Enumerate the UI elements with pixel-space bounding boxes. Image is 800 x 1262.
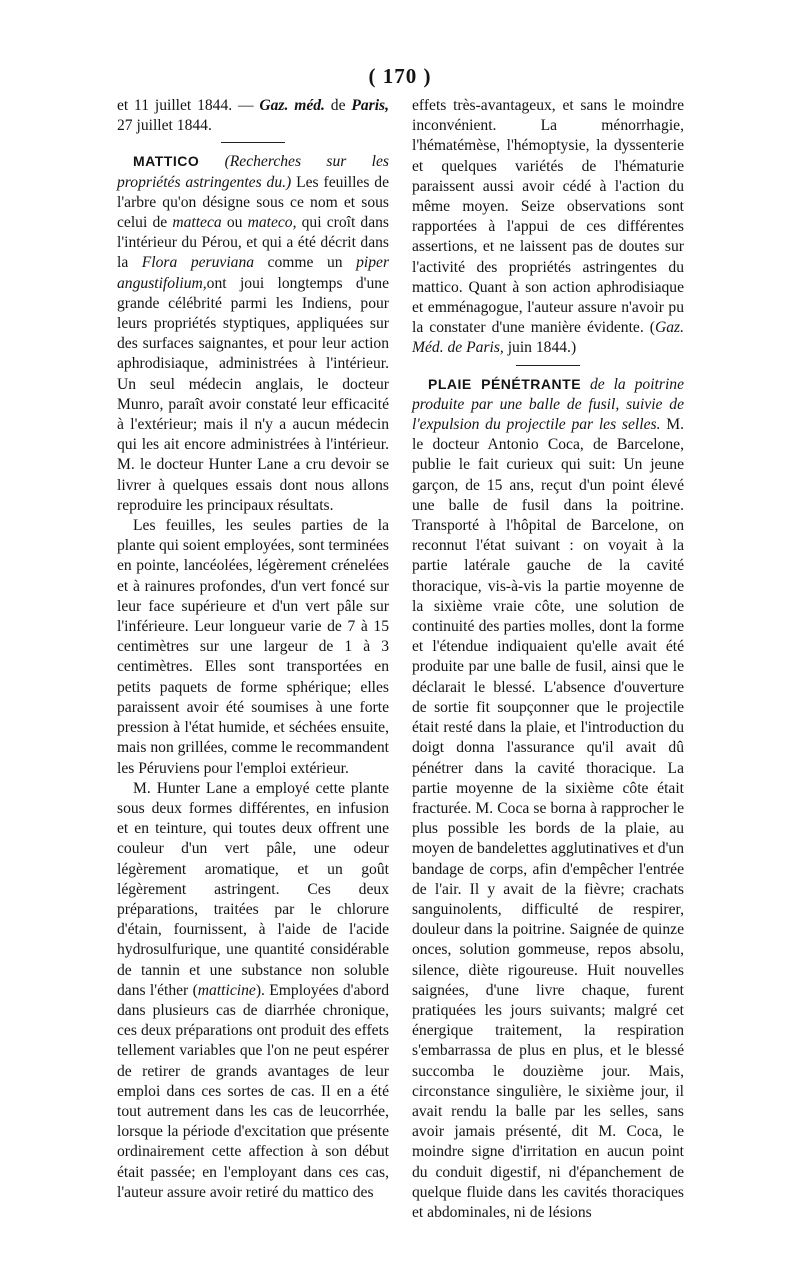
plaie-article	[412, 374, 684, 1224]
plaie-text: M. le docteur Antonio Coca, de Barcelone, publie le fait curieux qui suit: Un jeune garçon, de 15 ans, reçut d'un point élevé une balle de fusil dans la poitrine. Transporté à l'hôpital de Barcelone, on reconnut l'état suivant : on voyait à la partie latérale gauche de la cavité thoracique, vis-à-vis la partie moyenne de la sixième vraie côte, une solution de continuité des parties molles, dont la forme et l'étendue indiquaient qu'elle avait été produite par une balle de fusil, ainsi que le déclarait le blessé. L'absence d'ouverture de sortie fit soupçonner que le projectile était resté dans la plaie, et l'introduction du doigt donna l'assurance qu'il avait dû pénétrer dans la cavité thoracique. La partie moyenne de la sixième côte était fracturée. M. Coca se borna à rapprocher le plus possible les bords de la plaie, au moyen de bandelettes agglutinatives et d'un bandage de corps, afin d'empêcher l'entrée de l'air. Il y avait de la fièvre; crachats sanguinolents, difficulté de respirer, douleur dans la poitrine. Saignée de quinze onces, solution gommeuse, repos absolu, silence, diète rigoureuse. Huit nouvelles saignées, d'une livre chaque, furent pratiquées les jours suivants; malgré cet énergique traitement, la respiration s'embarrassa de plus en plus, et le blessé succomba le douzième jour. Mais, circonstance singulière, le sixième jour, il avait rendu la balle par les selles, sans avoir jamais présenté, dit M. Coca, le moindre signe d'irritation en aucun point du conduit digestif, ni d'épanchement de quelque fluide dans les cavités thoraciques et abdominales, ni de lésions	[412, 416, 684, 1221]
journal-city: Paris,	[351, 97, 390, 114]
mattico-continuation	[412, 96, 684, 359]
mattico-paragraph-2: Les feuilles, les seules parties de la plante qui soient employées, sont terminées en pointe, lancéolées, légèrement crénelées et à rainures profondes, d'un vert foncé sur leur face supérieure et d'un vert pâle sur l'inférieure. Leur longueur varie de 7 à 15 centimètres sur une largeur de 1 à 3 centimètres. Elles sont transportées en petits paquets de forme sphérique; elles paraissent avoir été soumises à une forte pression à l'état humide, et séchées ensuite, mais non grillées, comme le recommandent les Péruviens pour l'emploi extérieur.	[117, 517, 389, 777]
mattico-text: Les feuilles de l'arbre qu'on désigne sous ce nom et sous celui de	[117, 173, 389, 232]
mattico-italic-term: piper angustifolium,	[117, 254, 390, 292]
mattico-text: ont joui longtemps d'une grande célébrité parmi les Indiens, pour leurs propriétés styptiques, appliquées sur des surfaces saignantes, et pour leur action aphrodisiaque, administrées à l'intérieur. Un seul médecin anglais, le docteur Munro, paraît avoir constaté leur efficacité à l'extérieur; mais il n'y a aucun médecin qui les ait encore administrées à l'intérieur. M. le docteur Hunter Lane a cru devoir se livrer à quelques essais dont nous allons reproduire les principaux résultats.	[117, 274, 389, 514]
section-divider	[516, 365, 580, 366]
mattico-heading: MATTICO	[133, 153, 200, 170]
plaie-heading: PLAIE PÉNÉTRANTE	[428, 375, 582, 392]
left-column	[117, 96, 389, 1203]
mattico-text: effets très-avantageux, et sans le moindre inconvénient. La ménorrhagie, l'hématémèse, l'hémoptysie, la dyssenterie et quelques variétés de l'hématurie paraissent aussi avoir cédé à l'action du même moyen. Seize observations sont rapportées à l'appui de ces différentes assertions, et ne laissent pas de doutes sur l'activité des propriétés astringentes du mattico. Quant à son action aphrodisiaque et emménagogue, l'auteur assure n'avoir pu la constater d'une manière évidente. (	[412, 97, 684, 337]
mattico-text: ). Employées d'abord dans plusieurs cas de diarrhée chronique, ces deux préparations ont produit des effets tellement variables que l'on ne peut espérer de retirer de grands avantages de leur emploi dans ces sortes de cas. Il en a été tout autrement dans les cas de leucorrhée, lorsque la période d'excitation que présente ordinairement cette affection à son début était passée; en l'employant dans ces cas, l'auteur assure avoir retiré du mattico des	[117, 981, 389, 1201]
reference-date: juin 1844.)	[503, 339, 577, 357]
mattico-italic-term: Flora peruviana	[141, 254, 255, 272]
mattico-article	[117, 151, 389, 516]
mattico-paragraph-3	[117, 779, 389, 1203]
mattico-italic-term: matticine	[197, 981, 256, 999]
mattico-text: M. Hunter Lane a employé cette plante sous deux formes différentes, en infusion et en teinture, qui toutes deux offrent une couleur d'un vert pâle, une odeur légèrement aromatique, et un goût légèrement astringent. Ces deux préparations, traitées par le chlorure d'étain, fournissent, à l'aide de l'acide hydrosulfurique, une quantité considérable de tannin et une substance non soluble dans l'éther (	[117, 779, 389, 999]
mattico-text: comme un	[254, 254, 357, 272]
mattico-text: ou	[221, 214, 248, 232]
mattico-subtitle: (Recherches sur les propriétés astringentes du.)	[117, 153, 389, 191]
journal-name: Gaz. Méd. de Paris,	[412, 319, 684, 357]
journal-name: Gaz. méd.	[259, 97, 325, 114]
reference-date: et 11 juillet 1844. —	[117, 97, 260, 114]
plaie-subtitle: de la poitrine produite par une balle de fusil, suivie de l'expulsion du projectile par les selles.	[412, 375, 684, 434]
reference-connector: de	[324, 97, 352, 114]
mattico-text: qui croît dans l'intérieur du Pérou, et qui a été décrit dans la	[117, 214, 390, 272]
mattico-italic-term: mateco,	[247, 214, 297, 232]
right-column	[412, 96, 684, 1223]
section-divider	[221, 142, 285, 143]
mattico-italic-term: matteca	[172, 214, 222, 232]
continued-reference	[117, 96, 389, 136]
reference-date-end: 27 juillet 1844.	[117, 117, 212, 135]
page-number: ( 170 )	[368, 64, 432, 88]
